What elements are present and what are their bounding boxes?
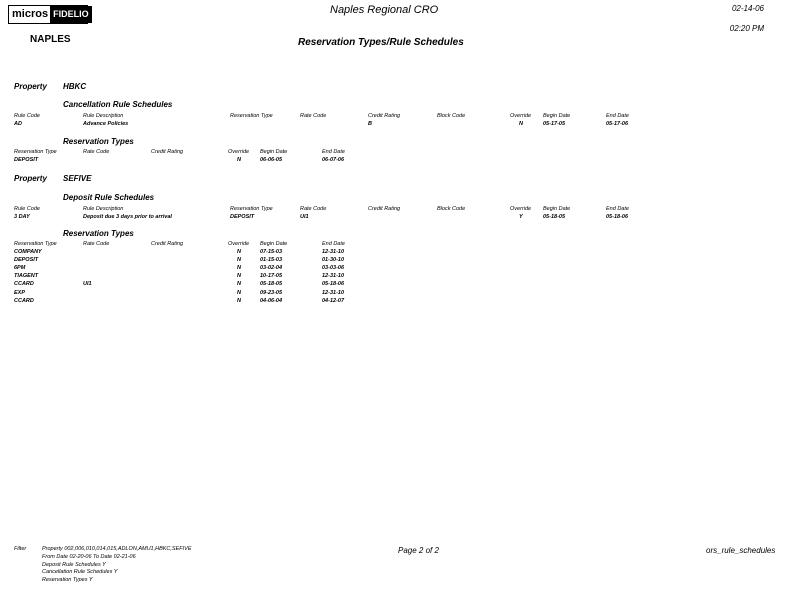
restype-cell-override: N (237, 265, 241, 272)
restype-cell-override: N (237, 157, 241, 163)
column-header: Override (510, 113, 532, 119)
column-header: Rule Code (14, 206, 40, 212)
column-header: Rate Code (83, 149, 110, 155)
restype-cell-override: N (237, 297, 241, 304)
rule-cell-begin: 05-18-05 (543, 214, 566, 220)
column-header: Begin Date (543, 113, 571, 119)
restype-cell-begin: 07-15-03 (260, 249, 283, 255)
logo-left: micros (9, 6, 50, 23)
restype-cell-end: 12-31-10 (322, 289, 345, 296)
rule-cell-credit: B (368, 121, 372, 127)
micros-fidelio-logo (8, 5, 88, 24)
filter-label: Filter (14, 546, 27, 552)
restype-cell-override: N (237, 289, 241, 296)
column-header: Begin Date (260, 149, 288, 155)
filter-line: From Date 02-20-06 To Date 02-21-06 (42, 554, 136, 560)
restype-cell-end: 05-18-06 (322, 281, 345, 288)
restype-cell-res-type: CCARD (14, 281, 34, 288)
column-header: Block Code (437, 113, 466, 119)
column-header: Rate Code (300, 113, 327, 119)
column-header: Rate Code (300, 206, 327, 212)
logo-right: FIDELIO (50, 6, 92, 23)
column-header: Override (228, 149, 250, 155)
rule-cell-rule-code: 3 DAY (14, 214, 30, 220)
column-header: Begin Date (260, 241, 288, 247)
column-header: End Date (606, 113, 629, 119)
rule-cell-end: 05-17-06 (606, 121, 629, 127)
restype-cell-res-type: DEPOSIT (14, 257, 39, 264)
column-header: Rule Description (83, 113, 124, 119)
restype-cell-begin: 03-02-04 (260, 265, 283, 272)
column-header: Reservation Type (14, 241, 57, 247)
restype-cell-res-type: CCARD (14, 297, 34, 304)
column-header: Credit Rating (151, 241, 184, 247)
header-property: NAPLES (30, 34, 71, 45)
column-header: Override (510, 206, 532, 212)
column-header: Block Code (437, 206, 466, 212)
filter-line: Property 002,006,010,014,015,ADLON,AMU1,HBKC,SEFIVE (42, 546, 192, 552)
property-code: HBKC (63, 82, 87, 91)
column-header: Rule Description (83, 206, 124, 212)
restype-cell-begin: 04-06-04 (260, 297, 283, 304)
organization-name: Naples Regional CRO (330, 4, 439, 16)
restype-cell-res-type: DEPOSIT (14, 157, 39, 163)
column-header: End Date (606, 206, 629, 212)
property-code: SEFIVE (63, 174, 92, 183)
report-date: 02-14-06 (731, 4, 764, 13)
restype-cell-begin: 05-18-05 (260, 281, 283, 288)
restype-cell-res-type: TIAGENT (14, 273, 39, 280)
deposit-section-title: Deposit Rule Schedules (63, 193, 155, 202)
column-header: Rate Code (83, 241, 110, 247)
rule-cell-end: 05-18-06 (606, 214, 629, 220)
filter-line: Cancellation Rule Schedules Y (42, 569, 118, 575)
restype-cell-end: 06-07-06 (322, 157, 345, 163)
restype-cell-begin: 01-15-03 (260, 257, 283, 264)
restype-cell-override: N (237, 281, 241, 288)
column-header: Credit Rating (368, 113, 401, 119)
rule-cell-override: N (519, 121, 523, 127)
restype-cell-end: 03-03-06 (322, 265, 345, 272)
rule-cell-rule-code: AD (14, 121, 22, 127)
restype-cell-end: 04-12-07 (322, 297, 345, 304)
restype-cell-override: N (237, 257, 241, 264)
property-label: Property (14, 82, 47, 91)
filter-line: Reservation Types Y (42, 577, 93, 583)
rule-cell-override: Y (519, 214, 523, 220)
restype-cell-res-type: 6PM (14, 265, 26, 272)
column-header: Reservation Type (230, 206, 273, 212)
restype-cell-end: 12-31-10 (322, 249, 345, 255)
restype-cell-override: N (237, 273, 241, 280)
column-header: Reservation Type (230, 113, 273, 119)
reservation-types-title: Reservation Types (63, 137, 134, 146)
report-time: 02:20 PM (729, 24, 764, 33)
column-header: Reservation Type (14, 149, 57, 155)
rule-cell-res-type: DEPOSIT (230, 214, 255, 220)
page-number: Page 2 of 2 (398, 546, 439, 555)
restype-cell-begin: 09-23-05 (260, 289, 283, 296)
restype-cell-rate-code: UI1 (83, 281, 92, 288)
rule-cell-rate-code: UI1 (300, 214, 309, 220)
restype-cell-override: N (237, 249, 241, 255)
rule-cell-description: Advance Policies (83, 121, 129, 127)
filter-line: Deposit Rule Schedules Y (42, 562, 106, 568)
cancellation-section-title: Cancellation Rule Schedules (63, 100, 173, 109)
restype-cell-res-type: EXP (14, 289, 26, 296)
restype-cell-begin: 06-06-05 (260, 157, 283, 163)
report-id: ors_rule_schedules (706, 546, 776, 555)
column-header: Credit Rating (151, 149, 184, 155)
column-header: Override (228, 241, 250, 247)
column-header: Begin Date (543, 206, 571, 212)
restype-cell-res-type: COMPANY (14, 249, 42, 255)
report-title: Reservation Types/Rule Schedules (298, 37, 464, 48)
column-header: Rule Code (14, 113, 40, 119)
column-header: End Date (322, 241, 345, 247)
restype-cell-begin: 10-17-05 (260, 273, 283, 280)
property-label: Property (14, 174, 47, 183)
rule-cell-begin: 05-17-05 (543, 121, 566, 127)
restype-cell-end: 12-31-10 (322, 273, 345, 280)
reservation-types-title: Reservation Types (63, 229, 134, 238)
column-header: Credit Rating (368, 206, 401, 212)
restype-cell-end: 01-30-10 (322, 257, 345, 264)
rule-cell-description: Deposit due 3 days prior to arrival (83, 214, 172, 220)
column-header: End Date (322, 149, 345, 155)
